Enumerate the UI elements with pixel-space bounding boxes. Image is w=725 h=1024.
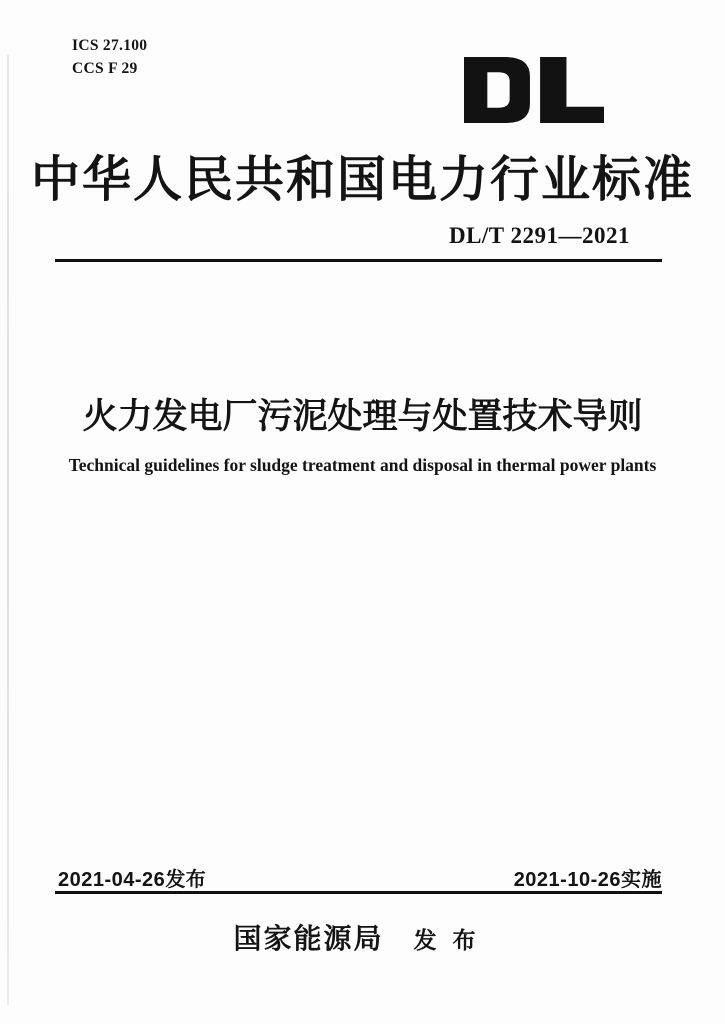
document-title-zh: 火力发电厂污泥处理与处置技术导则 — [82, 397, 643, 436]
publisher-name: 国家能源局 — [233, 924, 384, 955]
divider-bottom — [55, 891, 662, 894]
publisher-line — [0, 917, 725, 957]
issue-date: 2021-04-26 — [58, 869, 166, 891]
standard-category-title: 中华人民共和国电力行业标准 — [30, 152, 694, 207]
dl-logo-letter-l — [540, 57, 604, 123]
document-title-en: Technical guidelines for sludge treatment and disposal in thermal power plants — [68, 455, 657, 475]
dl-logo-letter-d — [464, 57, 530, 123]
issue-label: 发布 — [165, 869, 207, 891]
ics-code: ICS 27.100 — [72, 37, 148, 54]
divider-top — [55, 259, 662, 262]
classification-codes — [72, 34, 147, 80]
dl-logo — [464, 57, 604, 123]
date-row — [58, 863, 662, 892]
standard-number: DL/T 2291—2021 — [448, 223, 630, 248]
ccs-code: CCS F 29 — [72, 60, 138, 77]
implement-label: 实施 — [621, 869, 662, 891]
implement-date-line — [514, 863, 662, 892]
issue-date-line — [58, 863, 206, 892]
implement-date: 2021-10-26 — [513, 869, 621, 891]
publish-action-label: 发布 — [413, 928, 492, 953]
